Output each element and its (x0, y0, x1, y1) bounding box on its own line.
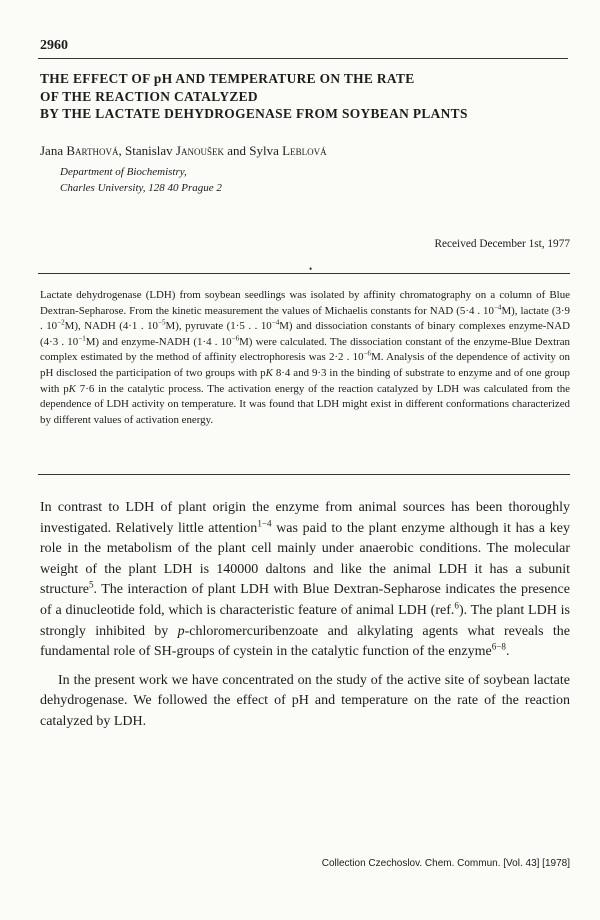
abstract-bullet-mark: • (309, 264, 313, 274)
exponent: −5 (157, 318, 166, 327)
paragraph (40, 498, 570, 663)
paragraph-text: ). The plant LDH is strongly inhibited by (40, 602, 570, 639)
title-line: OF THE REACTION CATALYZED (40, 88, 258, 104)
abstract-bottom-rule (38, 474, 570, 475)
abstract-text: M. Analysis of the dependence of activity on pH disclosed the participation of two groups with p (40, 351, 570, 379)
pk-symbol: K (265, 366, 273, 379)
title-line: THE EFFECT OF pH AND TEMPERATURE ON THE RATE (40, 71, 415, 86)
abstract-text: Lactate dehydrogenase (LDH) from soybean seedlings was isolated by affinity chromatography on a column of Blue Dextran-Sepharose. From the kinetic measurement the values of Michaelis constants for NAD (5·4 . 10 (40, 289, 570, 317)
paragraph-text: was paid to the plant enzyme although it has a key role in the metabolism of the plant cell mainly under anaerobic conditions. The molecular weight of the plant LDH is 140000 daltons and like the animal LDH it has a subunit structure (40, 520, 570, 598)
abstract (40, 288, 570, 428)
author-surname: Leblová (282, 143, 327, 158)
author-separator: and Sylva (223, 143, 283, 158)
abstract-text: M), NADH (4·1 . 10 (64, 320, 158, 333)
exponent: −6 (363, 349, 372, 358)
pk-symbol: K (68, 382, 76, 395)
paragraph: In the present work we have concentrated on the study of the active site of soybean lactate dehydrogenase. We followed the effect of pH and temperature on the rate of the reaction catalyzed by LDH. (40, 672, 570, 729)
paragraph-text: . (505, 644, 510, 660)
affiliation (60, 164, 222, 196)
affiliation-department: Department of Biochemistry, (60, 166, 187, 178)
body-text (40, 498, 570, 733)
author-surname: Janoušek (175, 143, 224, 158)
page-number: 2960 (40, 38, 68, 53)
abstract-text: M) were calculated. The dissociation constant of the enzyme-Blue Dextran complex estimated by the method of affinity electrophoresis was 2·2 . 10 (40, 335, 571, 364)
paragraph-text: In contrast to LDH of plant origin the enzyme from animal sources has been thoroughly investigated. Relatively little attention (40, 500, 570, 536)
citation: 5 (88, 579, 94, 590)
exponent: −4 (271, 318, 280, 327)
citation: 6 (454, 600, 459, 611)
abstract-text: 8·4 and 9·3 in the binding of substrate to enzyme and of one group with p (40, 366, 571, 395)
exponent: −4 (493, 302, 502, 311)
article-title (40, 70, 560, 123)
author-first-name: Jana (40, 143, 67, 158)
journal-footer: Collection Czechoslov. Chem. Commun. [Vol. 43] [1978] (321, 858, 570, 869)
para-prefix: p (177, 623, 185, 639)
title-line: BY THE LACTATE DEHYDROGENASE FROM SOYBEAN PLANTS (40, 106, 468, 121)
abstract-top-rule (38, 273, 570, 274)
paragraph-text: -chloromercuribenzoate and alkylating agents what reveals the fundamental role of SH-groups of cystein in the catalytic function of the enzyme (40, 623, 570, 660)
abstract-text: M), lactate (3·9 . 10 (40, 304, 570, 333)
citation: 6−8 (491, 641, 506, 652)
header-rule (38, 58, 568, 59)
abstract-text: M) and enzyme-NADH (1·4 . 10 (85, 335, 232, 348)
author-surname: Barthová (66, 143, 119, 158)
citation: 1−4 (257, 517, 272, 528)
received-date: Received December 1st, 1977 (434, 238, 570, 250)
paragraph-text: . The interaction of plant LDH with Blue Dextran-Sepharose indicates the presence of a dinucleotide fold, which is characteristic feature of animal LDH (ref. (40, 582, 570, 618)
abstract-text: M), pyruvate (1·5 . . 10 (165, 320, 272, 333)
abstract-text: 7·6 in the catalytic process. The activation energy of the reaction catalyzed by LDH was calculated from the dependence of LDH activity on temperature. It was found that LDH might exist in different conformations characterized by different values of activation energy. (40, 382, 571, 426)
exponent: −2 (57, 318, 65, 327)
author-list (40, 143, 327, 159)
exponent: −6 (231, 334, 240, 343)
affiliation-address: Charles University, 128 40 Prague 2 (60, 182, 222, 194)
author-separator: , Stanislav (118, 143, 176, 158)
abstract-text: M) and dissociation constants of binary complexes enzyme-NAD (4·3 . 10 (40, 320, 570, 348)
exponent: −1 (78, 334, 86, 343)
